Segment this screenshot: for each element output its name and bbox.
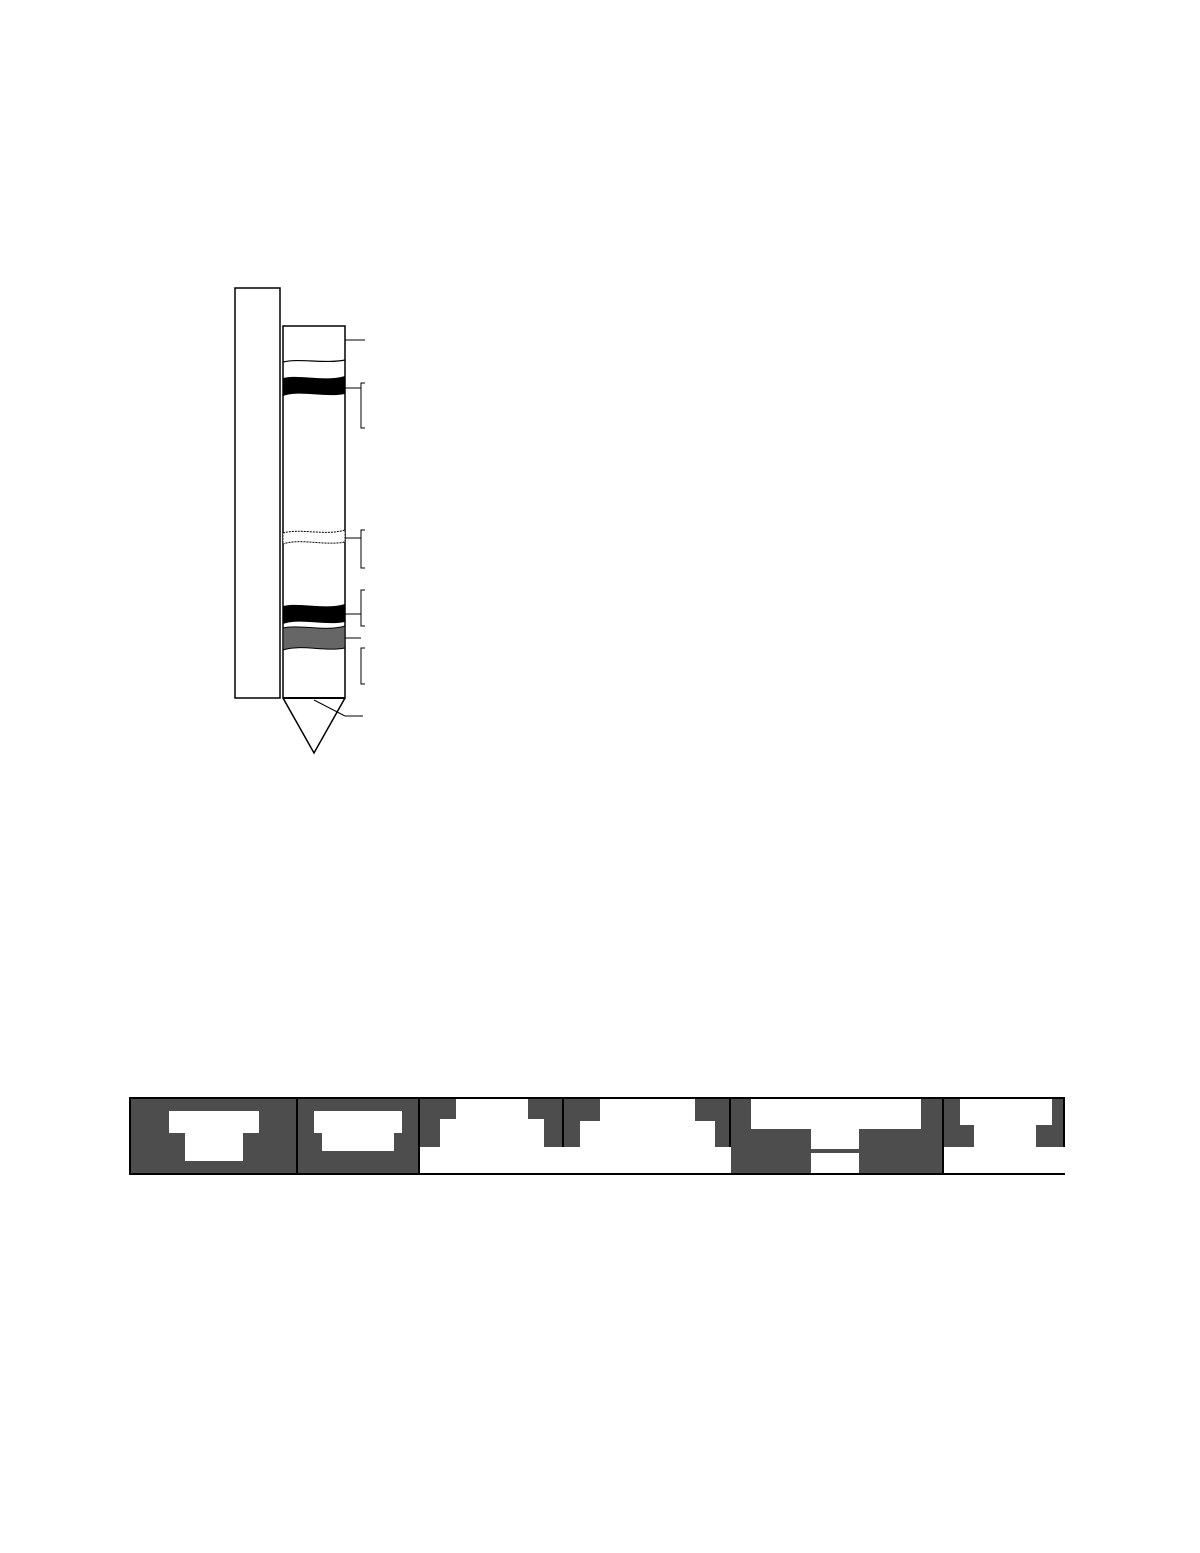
header-cell-2 [297, 1098, 419, 1174]
header-cell-6 [943, 1098, 1064, 1174]
chromatography-strip [283, 326, 345, 753]
chlorophyll-a-band [283, 604, 345, 624]
chlorophyll-b-band [283, 626, 345, 650]
header-cell-4 [563, 1098, 730, 1174]
xanthophyll-band [283, 530, 345, 544]
ruler [235, 288, 280, 698]
table-header-row [130, 1098, 1064, 1174]
pigment-table [129, 1097, 1065, 1175]
header-cell-3 [419, 1098, 563, 1174]
header-cell-5 [730, 1098, 943, 1174]
chromatography-diagram [225, 278, 545, 763]
carotene-band [283, 376, 345, 396]
header-cell-1 [130, 1098, 297, 1174]
